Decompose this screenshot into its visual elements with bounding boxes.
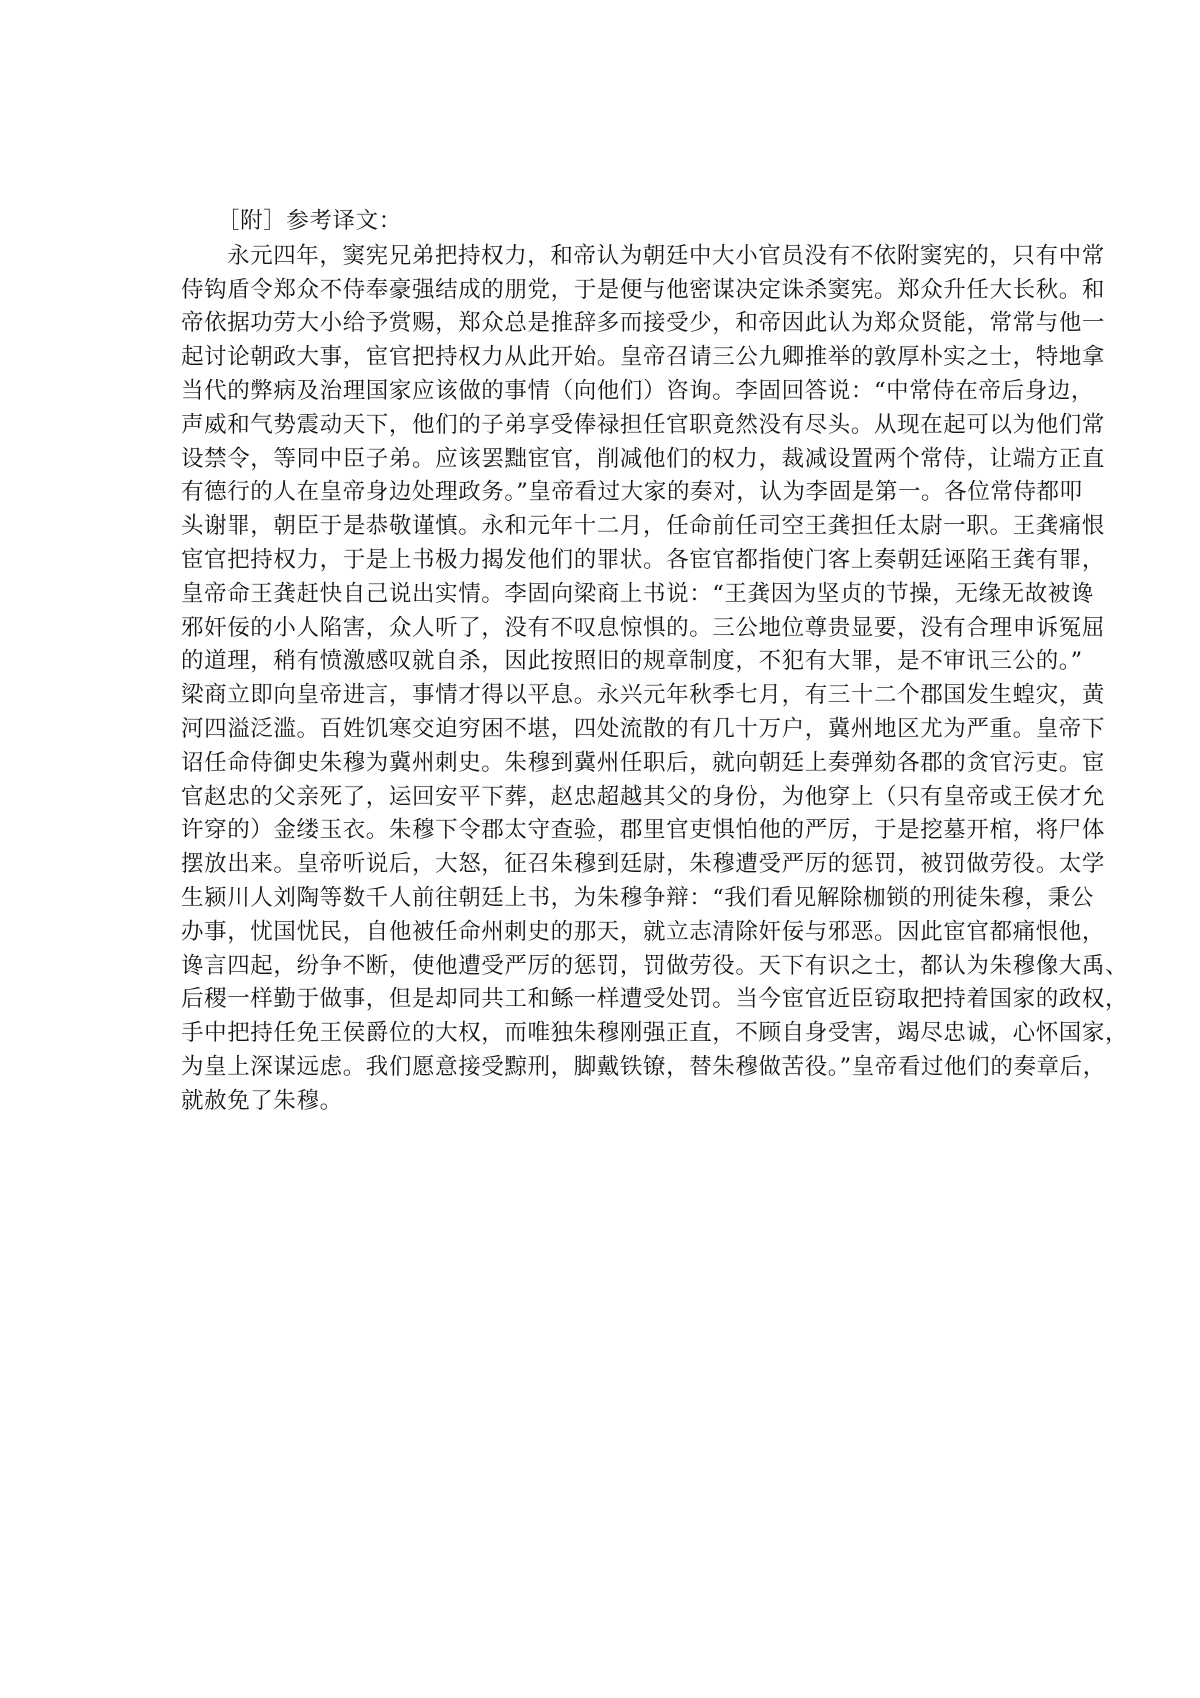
paragraph-line: 就赦免了朱穆。 (181, 1087, 343, 1114)
paragraph-line: 的道理，稍有愤激感叹就自杀，因此按照旧的规章制度，不犯有大罪，是不审讯三公的。” (181, 648, 1083, 675)
paragraph-line: 头谢罪，朝臣于是恭敬谨慎。永和元年十二月，任命前任司空王龚担任太尉一职。王龚痛恨 (181, 513, 1106, 540)
paragraph-line: 办事，忧国忧民，自他被任命州刺史的那天，就立志清除奸佞与邪恶。因此宦官都痛恨他， (181, 918, 1106, 945)
paragraph-line: 诏任命侍御史朱穆为冀州刺史。朱穆到冀州任职后，就向朝廷上奏弹劾各郡的贪官污吏。宦 (181, 749, 1106, 776)
paragraph-line: 永元四年，窦宪兄弟把持权力，和帝认为朝廷中大小官员没有不依附窦宪的，只有中常 (227, 242, 1105, 269)
paragraph-line: 帝依据功劳大小给予赏赐，郑众总是推辞多而接受少，和帝因此认为郑众贤能，常常与他一 (181, 310, 1106, 337)
paragraph-line: 设禁令，等同中臣子弟。应该罢黜宦官，削减他们的权力，裁减设置两个常侍，让端方正直 (181, 445, 1106, 472)
section-heading: ［附］参考译文： (217, 208, 402, 234)
paragraph-line: 后稷一样勤于做事，但是却同共工和鲧一样遭受处罚。当今宦官近臣窃取把持着国家的政权， (181, 986, 1129, 1013)
translation-text-block (181, 205, 1129, 1119)
paragraph-line: 官赵忠的父亲死了，运回安平下葬，赵忠超越其父的身份，为他穿上（只有皇帝或王侯才允 (181, 783, 1106, 810)
paragraph-line: 邪奸佞的小人陷害，众人听了，没有不叹息惊惧的。三公地位尊贵显要，没有合理申诉冤屈 (181, 614, 1106, 641)
paragraph-line: 为皇上深谋远虑。我们愿意接受黥刑，脚戴铁镣，替朱穆做苦役。”皇帝看过他们的奏章后， (181, 1053, 1106, 1080)
paragraph-line: 宦官把持权力，于是上书极力揭发他们的罪状。各宦官都指使门客上奏朝廷诬陷王龚有罪， (181, 546, 1106, 573)
paragraph-line: 侍钩盾令郑众不侍奉豪强结成的朋党，于是便与他密谋决定诛杀窦宪。郑众升任大长秋。和 (181, 276, 1106, 303)
paragraph-line: 皇帝命王龚赶快自己说出实情。李固向梁商上书说：“王龚因为坚贞的节操，无缘无故被谗 (181, 580, 1095, 607)
paragraph-line: 有德行的人在皇帝身边处理政务。”皇帝看过大家的奏对，认为李固是第一。各位常侍都叩 (181, 479, 1083, 506)
paragraph-line: 声威和气势震动天下，他们的子弟享受俸禄担任官职竟然没有尽头。从现在起可以为他们常 (181, 411, 1106, 438)
paragraph-line: 手中把持任免王侯爵位的大权，而唯独朱穆刚强正直，不顾自身受害，竭尽忠诚，心怀国家， (181, 1020, 1129, 1047)
paragraph-line: 摆放出来。皇帝听说后，大怒，征召朱穆到廷尉，朱穆遭受严厉的惩罚，被罚做劳役。太学 (181, 851, 1106, 878)
paragraph-line: 生颍川人刘陶等数千人前往朝廷上书，为朱穆争辩：“我们看见解除枷锁的刑徒朱穆，秉公 (181, 884, 1095, 911)
paragraph-line: 许穿的）金缕玉衣。朱穆下令郡太守查验，郡里官吏惧怕他的严厉，于是挖墓开棺，将尸体 (181, 817, 1106, 844)
paragraph-line: 谗言四起，纷争不断，使他遭受严厉的惩罚，罚做劳役。天下有识之士，都认为朱穆像大禹、 (181, 952, 1129, 979)
paragraph-line: 河四溢泛滥。百姓饥寒交迫穷困不堪，四处流散的有几十万户，冀州地区尤为严重。皇帝下 (181, 715, 1106, 742)
paragraph-line: 梁商立即向皇帝进言，事情才得以平息。永兴元年秋季七月，有三十二个郡国发生蝗灾，黄 (181, 682, 1106, 709)
paragraph-line: 起讨论朝政大事，宦官把持权力从此开始。皇帝召请三公九卿推举的敦厚朴实之士，特地拿 (181, 344, 1106, 371)
paragraph-line: 当代的弊病及治理国家应该做的事情（向他们）咨询。李固回答说：“中常侍在帝后身边， (181, 377, 1095, 404)
